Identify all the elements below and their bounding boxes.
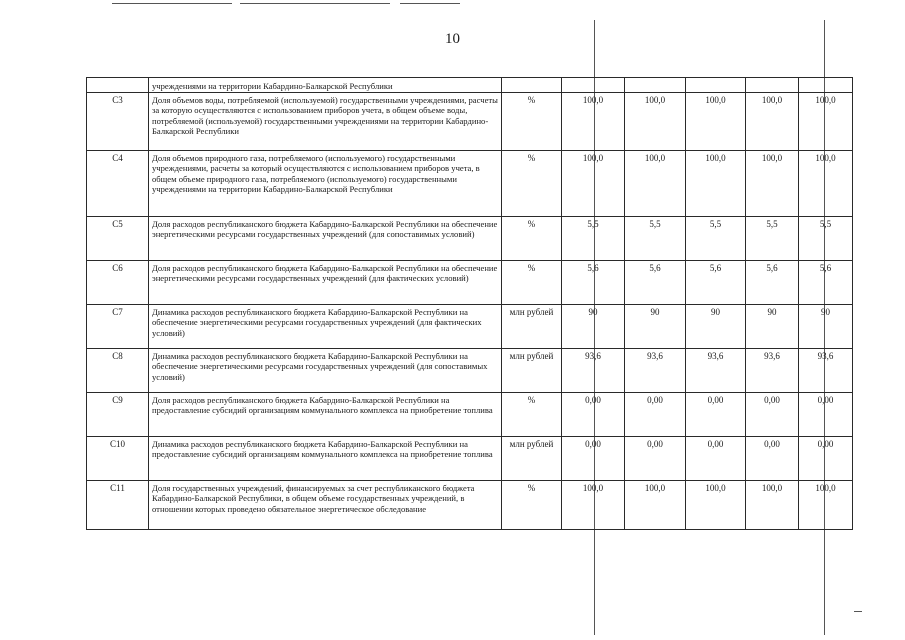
value-cell: 5,5 bbox=[625, 217, 686, 261]
unit-cell: % bbox=[502, 393, 562, 437]
table-row bbox=[87, 217, 853, 261]
code-cell: C10 bbox=[87, 437, 149, 481]
code-cell: C6 bbox=[87, 261, 149, 305]
value-cell: 100,0 bbox=[746, 93, 799, 151]
name-cell: Доля расходов республиканского бюджета Кабардино-Балкарской Республики на обеспечение энергетическими ресурсами государственных учреждений (для сопоставимых условий) bbox=[149, 217, 502, 261]
value-cell: 5,5 bbox=[746, 217, 799, 261]
value-cell: 90 bbox=[562, 305, 625, 349]
name-cell: Доля объемов природного газа, потребляемого (используемого) государственными учреждениями, расчеты за который осуществляются с использованием приборов учета, в общем объеме природного газа, потребляемого (используемого) государственными учреждениями на территории Кабардино-Балкарской Республики bbox=[149, 151, 502, 217]
unit-cell: % bbox=[502, 151, 562, 217]
name-cell: Доля расходов республиканского бюджета Кабардино-Балкарской Республики на предоставление субсидий организациям коммунального комплекса на приобретение топлива bbox=[149, 393, 502, 437]
name-cell: Доля расходов республиканского бюджета Кабардино-Балкарской Республики на обеспечение энергетическими ресурсами государственных учреждений (для фактических условий) bbox=[149, 261, 502, 305]
table-row bbox=[87, 305, 853, 349]
value-cell: 100,0 bbox=[799, 151, 853, 217]
value-cell: 0,00 bbox=[746, 437, 799, 481]
value-cell: 5,5 bbox=[686, 217, 746, 261]
unit-cell: млн рублей bbox=[502, 305, 562, 349]
value-cell: 100,0 bbox=[799, 481, 853, 530]
unit-cell bbox=[502, 78, 562, 93]
code-cell: C8 bbox=[87, 349, 149, 393]
unit-cell: % bbox=[502, 481, 562, 530]
value-cell: 100,0 bbox=[625, 481, 686, 530]
value-cell: 5,6 bbox=[799, 261, 853, 305]
value-cell: 5,5 bbox=[799, 217, 853, 261]
value-cell: 93,6 bbox=[746, 349, 799, 393]
value-cell: 5,6 bbox=[686, 261, 746, 305]
value-cell: 100,0 bbox=[625, 151, 686, 217]
code-cell: C3 bbox=[87, 93, 149, 151]
value-cell: 100,0 bbox=[562, 151, 625, 217]
name-cell: Доля государственных учреждений, финансируемых за счет республиканского бюджета Кабардино-Балкарской Республики, в общем объеме государственных учреждений, в отношении которых проведено обязательное энергетическое обследование bbox=[149, 481, 502, 530]
table-row bbox=[87, 437, 853, 481]
value-cell: 100,0 bbox=[686, 481, 746, 530]
table-row bbox=[87, 261, 853, 305]
name-cell: Доля объемов воды, потребляемой (используемой) государственными учреждениями, расчеты за которую осуществляются с использованием приборов учета, в общем объеме воды, потребляемой (используемой) государственными учреждениями на территории Кабардино-Балкарской Республики bbox=[149, 93, 502, 151]
value-cell: 90 bbox=[746, 305, 799, 349]
value-cell bbox=[746, 78, 799, 93]
code-cell: C11 bbox=[87, 481, 149, 530]
code-cell: C4 bbox=[87, 151, 149, 217]
value-cell: 90 bbox=[799, 305, 853, 349]
value-cell: 100,0 bbox=[686, 93, 746, 151]
name-cell: учреждениями на территории Кабардино-Балкарской Республики bbox=[149, 78, 502, 93]
table-row bbox=[87, 151, 853, 217]
code-cell: C7 bbox=[87, 305, 149, 349]
value-cell: 100,0 bbox=[562, 481, 625, 530]
table-row bbox=[87, 393, 853, 437]
value-cell: 0,00 bbox=[799, 437, 853, 481]
value-cell: 100,0 bbox=[562, 93, 625, 151]
table-row-continuation bbox=[87, 78, 853, 93]
value-cell: 0,00 bbox=[625, 393, 686, 437]
value-cell: 5,6 bbox=[746, 261, 799, 305]
value-cell: 93,6 bbox=[562, 349, 625, 393]
value-cell bbox=[686, 78, 746, 93]
value-cell: 5,6 bbox=[562, 261, 625, 305]
value-cell: 0,00 bbox=[562, 437, 625, 481]
unit-cell: млн рублей bbox=[502, 349, 562, 393]
value-cell bbox=[562, 78, 625, 93]
value-cell: 0,00 bbox=[625, 437, 686, 481]
value-cell: 93,6 bbox=[799, 349, 853, 393]
value-cell: 100,0 bbox=[799, 93, 853, 151]
scan-mark-bottom-right bbox=[854, 611, 862, 612]
unit-cell: % bbox=[502, 261, 562, 305]
value-cell: 0,00 bbox=[686, 393, 746, 437]
table-row bbox=[87, 481, 853, 530]
value-cell: 0,00 bbox=[686, 437, 746, 481]
value-cell: 100,0 bbox=[686, 151, 746, 217]
value-cell bbox=[799, 78, 853, 93]
name-cell: Динамика расходов республиканского бюджета Кабардино-Балкарской Республики на обеспечение энергетическими ресурсами государственных учреждений (для фактических условий) bbox=[149, 305, 502, 349]
value-cell: 100,0 bbox=[625, 93, 686, 151]
value-cell: 0,00 bbox=[799, 393, 853, 437]
unit-cell: % bbox=[502, 93, 562, 151]
code-cell: C9 bbox=[87, 393, 149, 437]
value-cell bbox=[625, 78, 686, 93]
value-cell: 90 bbox=[625, 305, 686, 349]
scan-top-line-2 bbox=[240, 3, 390, 4]
code-cell bbox=[87, 78, 149, 93]
page-number: 10 bbox=[445, 31, 460, 47]
value-cell: 5,6 bbox=[625, 261, 686, 305]
name-cell: Динамика расходов республиканского бюджета Кабардино-Балкарской Республики на предоставление субсидий организациям коммунального комплекса на приобретение топлива bbox=[149, 437, 502, 481]
scan-top-line-3 bbox=[400, 3, 460, 4]
value-cell: 0,00 bbox=[746, 393, 799, 437]
value-cell: 100,0 bbox=[746, 151, 799, 217]
value-cell: 0,00 bbox=[562, 393, 625, 437]
unit-cell: млн рублей bbox=[502, 437, 562, 481]
value-cell: 93,6 bbox=[625, 349, 686, 393]
table-row bbox=[87, 349, 853, 393]
code-cell: C5 bbox=[87, 217, 149, 261]
indicators-table bbox=[86, 77, 853, 530]
scan-top-line-1 bbox=[112, 3, 232, 4]
table-row bbox=[87, 93, 853, 151]
name-cell: Динамика расходов республиканского бюджета Кабардино-Балкарской Республики на обеспечение энергетическими ресурсами государственных учреждений (для сопоставимых условий) bbox=[149, 349, 502, 393]
value-cell: 90 bbox=[686, 305, 746, 349]
value-cell: 100,0 bbox=[746, 481, 799, 530]
unit-cell: % bbox=[502, 217, 562, 261]
value-cell: 5,5 bbox=[562, 217, 625, 261]
value-cell: 93,6 bbox=[686, 349, 746, 393]
